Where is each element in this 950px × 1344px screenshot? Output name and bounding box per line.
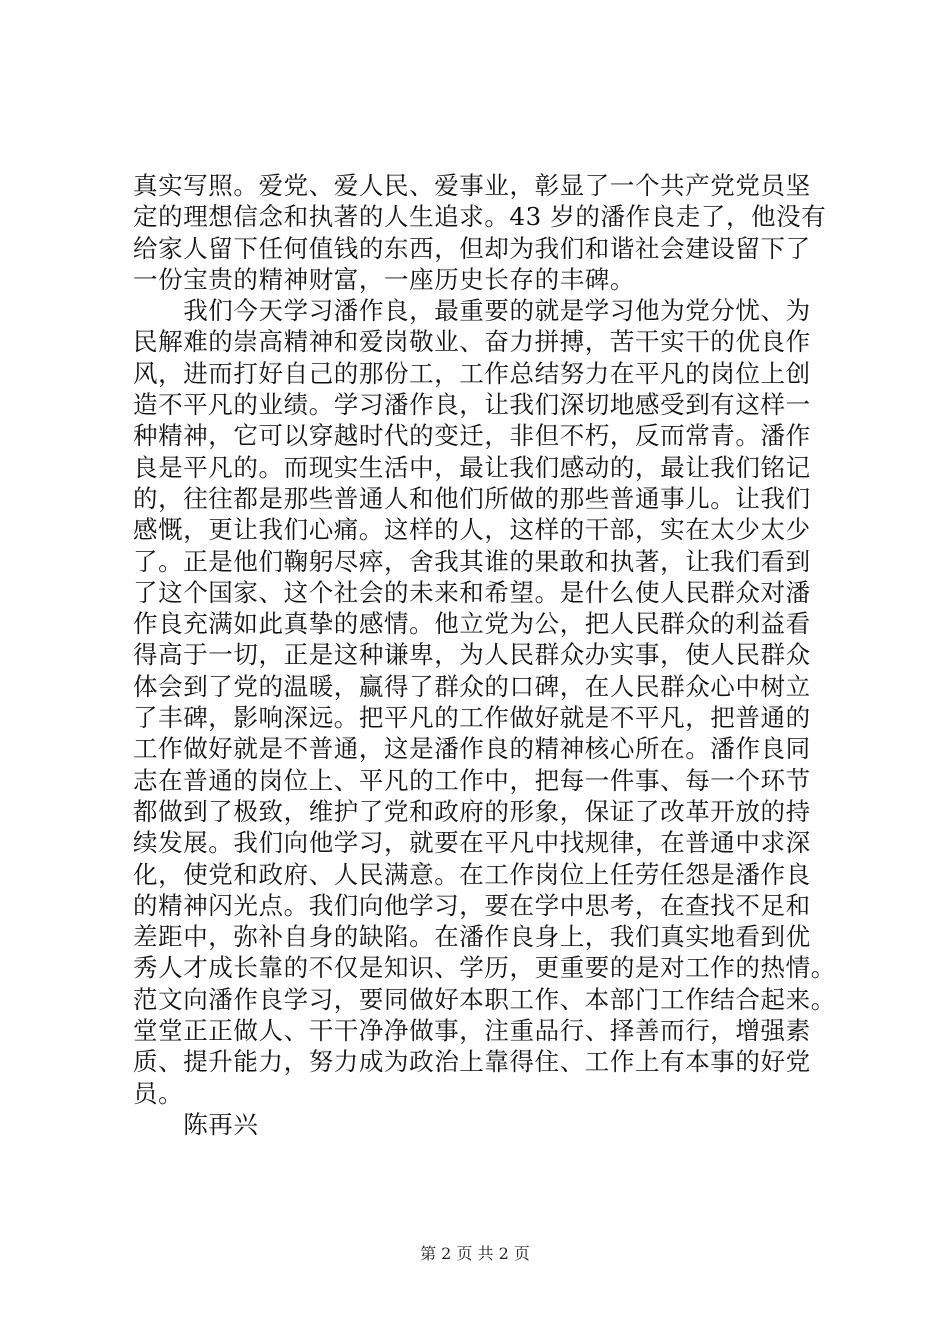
text-line: 了丰碑，影响深远。把平凡的工作做好就是不平凡，把普通的 [133,703,811,733]
text-line: 得高于一切，正是这种谦卑，为人民群众办实事，使人民群众 [133,640,811,670]
text-line: 作良充满如此真挚的感情。他立党为公，把人民群众的利益看 [133,609,811,639]
text-line: 良是平凡的。而现实生活中，最让我们感动的，最让我们铭记 [133,452,811,482]
text-line: 定的理想信念和执著的人生追求。43 岁的潘作良走了，他没有 [133,202,827,232]
page-footer [0,1244,950,1264]
text-line: 员。 [133,1078,184,1108]
text-line: 种精神，它可以穿越时代的变迁，非但不朽，反而常青。潘作 [133,421,811,451]
text-line: 风，进而打好自己的那份工，工作总结努力在平凡的岗位上创 [133,358,811,388]
text-line: 化，使党和政府、人民满意。在工作岗位上任劳任怨是潘作良 [133,859,811,889]
text-line: 民解难的崇高精神和爱岗敬业、奋力拼搏，苦干实干的优良作 [133,327,811,357]
text-line: 质、提升能力，努力成为政治上靠得住、工作上有本事的好党 [133,1047,811,1077]
text-line: 志在普通的岗位上、平凡的工作中，把每一件事、每一个环节 [133,765,811,795]
text-line: 差距中，弥补自身的缺陷。在潘作良身上，我们真实地看到优 [133,922,811,952]
text-line: 真实写照。爱党、爱人民、爱事业，彰显了一个共产党党员坚 [133,171,811,200]
text-line: 体会到了党的温暖，赢得了群众的口碑，在人民群众心中树立 [133,671,811,701]
text-line: 给家人留下任何值钱的东西，但却为我们和谐社会建设留下了 [133,233,811,263]
text-line: 一份宝贵的精神财富，一座历史长存的丰碑。 [133,264,635,294]
document-body [133,170,836,1140]
text-line: 都做到了极致，维护了党和政府的形象，保证了改革开放的持 [133,796,811,826]
text-line: 秀人才成长靠的不仅是知识、学历，更重要的是对工作的热情。 [133,953,836,983]
text-line: 了这个国家、这个社会的未来和希望。是什么使人民群众对潘 [133,577,811,607]
text-line: 的精神闪光点。我们向他学习，要在学中思考，在查找不足和 [133,890,811,920]
text-line: 造不平凡的业绩。学习潘作良，让我们深切地感受到有这样一 [133,390,811,420]
text-line: 我们今天学习潘作良，最重要的就是学习他为党分忧、为 [133,296,811,326]
text-line: 感慨，更让我们心痛。这样的人，这样的干部，实在太少太少 [133,515,811,545]
text-line: 的，往往都是那些普通人和他们所做的那些普通事儿。让我们 [133,483,811,513]
text-line: 续发展。我们向他学习，就要在平凡中找规律，在普通中求深 [133,828,811,858]
text-line: 范文向潘作良学习，要同做好本职工作、本部门工作结合起来。 [133,984,836,1014]
page-number-label: 第 2 页 共 2 页 [420,1244,530,1263]
text-line: 了。正是他们鞠躬尽瘁，舍我其谁的果敢和执著，让我们看到 [133,546,811,576]
text-line: 堂堂正正做人、干干净净做事，注重品行、择善而行，增强素 [133,1016,811,1046]
author-signature: 陈再兴 [133,1109,259,1139]
text-line: 工作做好就是不普通，这是潘作良的精神核心所在。潘作良同 [133,734,811,764]
